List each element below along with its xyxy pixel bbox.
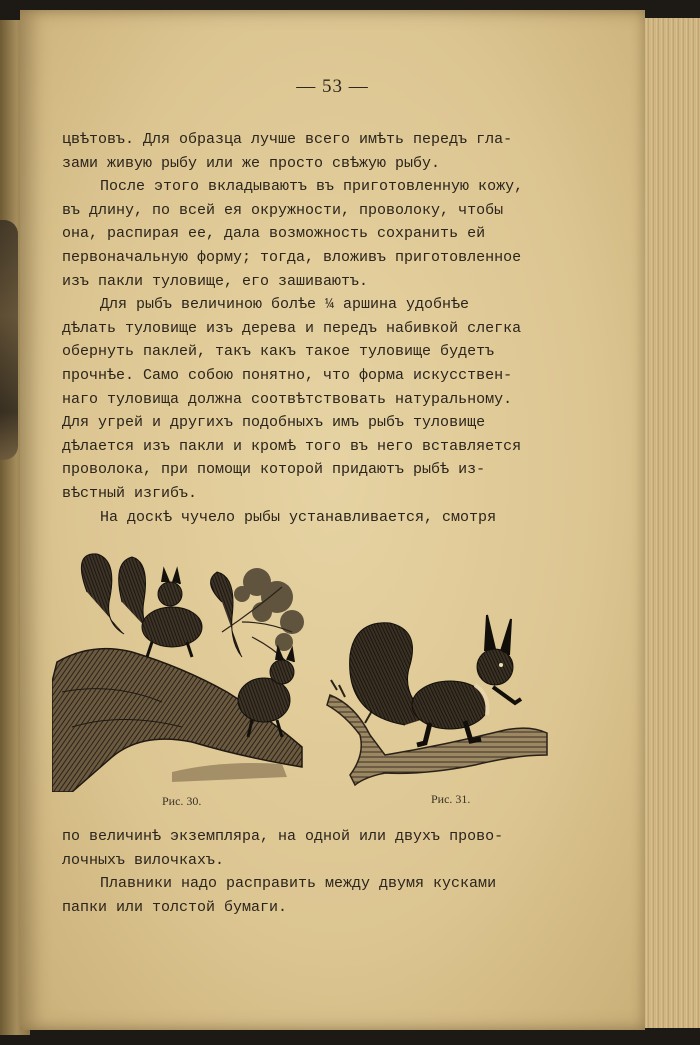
squirrel-on-branch-illustration bbox=[325, 605, 555, 790]
figure-squirrel-on-branch bbox=[325, 605, 555, 806]
text-line: дѣлать туловище изъ дерева и передъ набивкой слегка bbox=[62, 319, 522, 337]
figure-caption: Рис. 31. bbox=[431, 792, 471, 806]
text-line: вѣстный изгибъ. bbox=[62, 484, 198, 502]
figure-squirrels-on-tree bbox=[52, 542, 312, 808]
page-number: — 53 — bbox=[296, 76, 369, 97]
text-line: проволока, при помощи которой придаютъ рыбѣ из- bbox=[62, 461, 486, 479]
text-line: по величинѣ экземпляра, на одной или двухъ прово- bbox=[62, 828, 504, 845]
text-line: первоначальную форму; тогда, вложивъ приготовленное bbox=[62, 248, 522, 266]
text-line: цвѣтовъ. Для образца лучше всего имѣть передъ гла- bbox=[62, 131, 513, 148]
text-line: Для угрей и другихъ подобныхъ имъ рыбъ туловище bbox=[62, 414, 486, 432]
text-block-top bbox=[62, 128, 590, 529]
text-line: зами живую рыбу или же просто свѣжую рыбу. bbox=[62, 154, 441, 172]
text-line: Плавники надо расправить между двумя кусками bbox=[100, 875, 497, 893]
text-line: обернуть паклей, такъ какъ такое туловище будетъ bbox=[62, 343, 495, 361]
text-line: Для рыбъ величиною болѣе ¼ аршина удобнѣе bbox=[100, 296, 470, 314]
text-line: На доскѣ чучело рыбы устанавливается, смотря bbox=[100, 508, 497, 526]
book-page bbox=[20, 10, 645, 1030]
figure-caption: Рис. 30. bbox=[162, 794, 202, 808]
text-line: изъ пакли туловище, его зашиваютъ. bbox=[62, 272, 369, 290]
page-stack-edges bbox=[640, 18, 700, 1028]
squirrels-on-tree-illustration bbox=[52, 542, 312, 792]
text-line: После этого вкладываютъ въ приготовленную кожу, bbox=[100, 178, 524, 196]
text-block-bottom bbox=[62, 825, 590, 919]
text-line: въ длину, по всей ея окружности, проволоку, чтобы bbox=[62, 201, 504, 219]
text-line: папки или толстой бумаги. bbox=[62, 898, 288, 916]
left-page-illustration-fragment bbox=[0, 220, 18, 460]
text-line: прочнѣе. Само собою понятно, что форма искусствен- bbox=[62, 366, 513, 384]
text-line: наго туловища должна соотвѣтствовать натуральному. bbox=[62, 390, 513, 408]
text-line: дѣлается изъ пакли и кромѣ того въ него вставляется bbox=[62, 437, 522, 455]
text-line: лочныхъ вилочкахъ. bbox=[62, 851, 225, 869]
text-line: она, распирая ее, дала возможность сохранить ей bbox=[62, 225, 486, 243]
